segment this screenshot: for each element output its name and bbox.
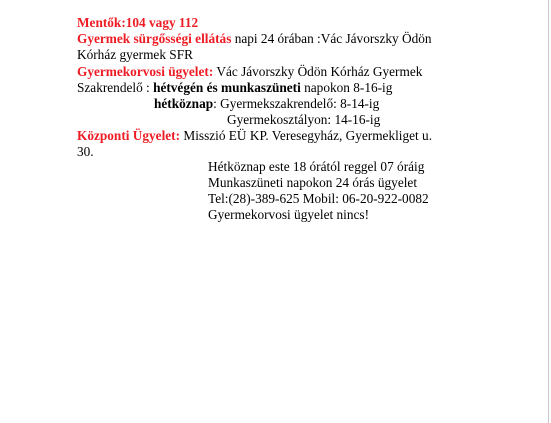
hetvegen-hours: napokon 8-16-ig bbox=[300, 80, 393, 95]
kozponti-ugyelet-line-2: 30. bbox=[77, 144, 94, 159]
gyermekorvosi-ugyelet-line-1 bbox=[77, 64, 422, 81]
gyermekorvosi-ugyelet-text: Vác Jávorszky Ödön Kórház Gyermek bbox=[213, 64, 423, 79]
hetkoznap-label: hétköznap bbox=[154, 96, 214, 111]
kozponti-ugyelet-address: Misszió EÜ KP. Veresegyház, Gyermekliget u. bbox=[180, 128, 433, 143]
szakrendelo-prefix: Szakrendelő : bbox=[77, 80, 154, 95]
gyermekorvosi-ugyelet-line-2 bbox=[77, 80, 392, 97]
gyermekorvosi-ugyelet-label: Gyermekorvosi ügyelet bbox=[77, 64, 209, 79]
weekday-hours: Hétköznap este 18 órától reggel 07 óráig bbox=[208, 159, 425, 174]
hetvegen-label: hétvégén és munkaszüneti bbox=[153, 80, 301, 95]
no-pediatric-duty-note: Gyermekorvosi ügyelet nincs! bbox=[208, 207, 369, 222]
hetkoznap-line bbox=[154, 96, 379, 113]
gyermekorvosi-ugyelet-colon: : bbox=[208, 64, 214, 79]
kozponti-ugyelet-line-1 bbox=[77, 128, 432, 145]
gyermek-surgossegi-line-2: Kórház gyermek SFR bbox=[77, 47, 193, 62]
gyermek-surgossegi-label: Gyermek sürgősségi ellátás bbox=[77, 31, 232, 46]
mentok-heading: Mentők:104 vagy 112 bbox=[77, 15, 199, 30]
gyermek-surgossegi-line-1 bbox=[77, 31, 432, 48]
hetkoznap-hours: : Gyermekszakrendelő: 8-14-ig bbox=[213, 96, 380, 111]
holiday-hours: Munkaszüneti napokon 24 órás ügyelet bbox=[208, 175, 418, 190]
gyermek-surgossegi-text: napi 24 órában :Vác Jávorszky Ödön bbox=[231, 31, 432, 46]
phone-numbers: Tel:(28)-389-625 Mobil: 06-20-922-0082 bbox=[208, 191, 429, 206]
gyermekosztaly-line: Gyermekosztályon: 14-16-ig bbox=[227, 112, 381, 127]
kozponti-ugyelet-label: Központi Ügyelet: bbox=[77, 128, 181, 143]
page-edge-divider bbox=[548, 0, 549, 423]
